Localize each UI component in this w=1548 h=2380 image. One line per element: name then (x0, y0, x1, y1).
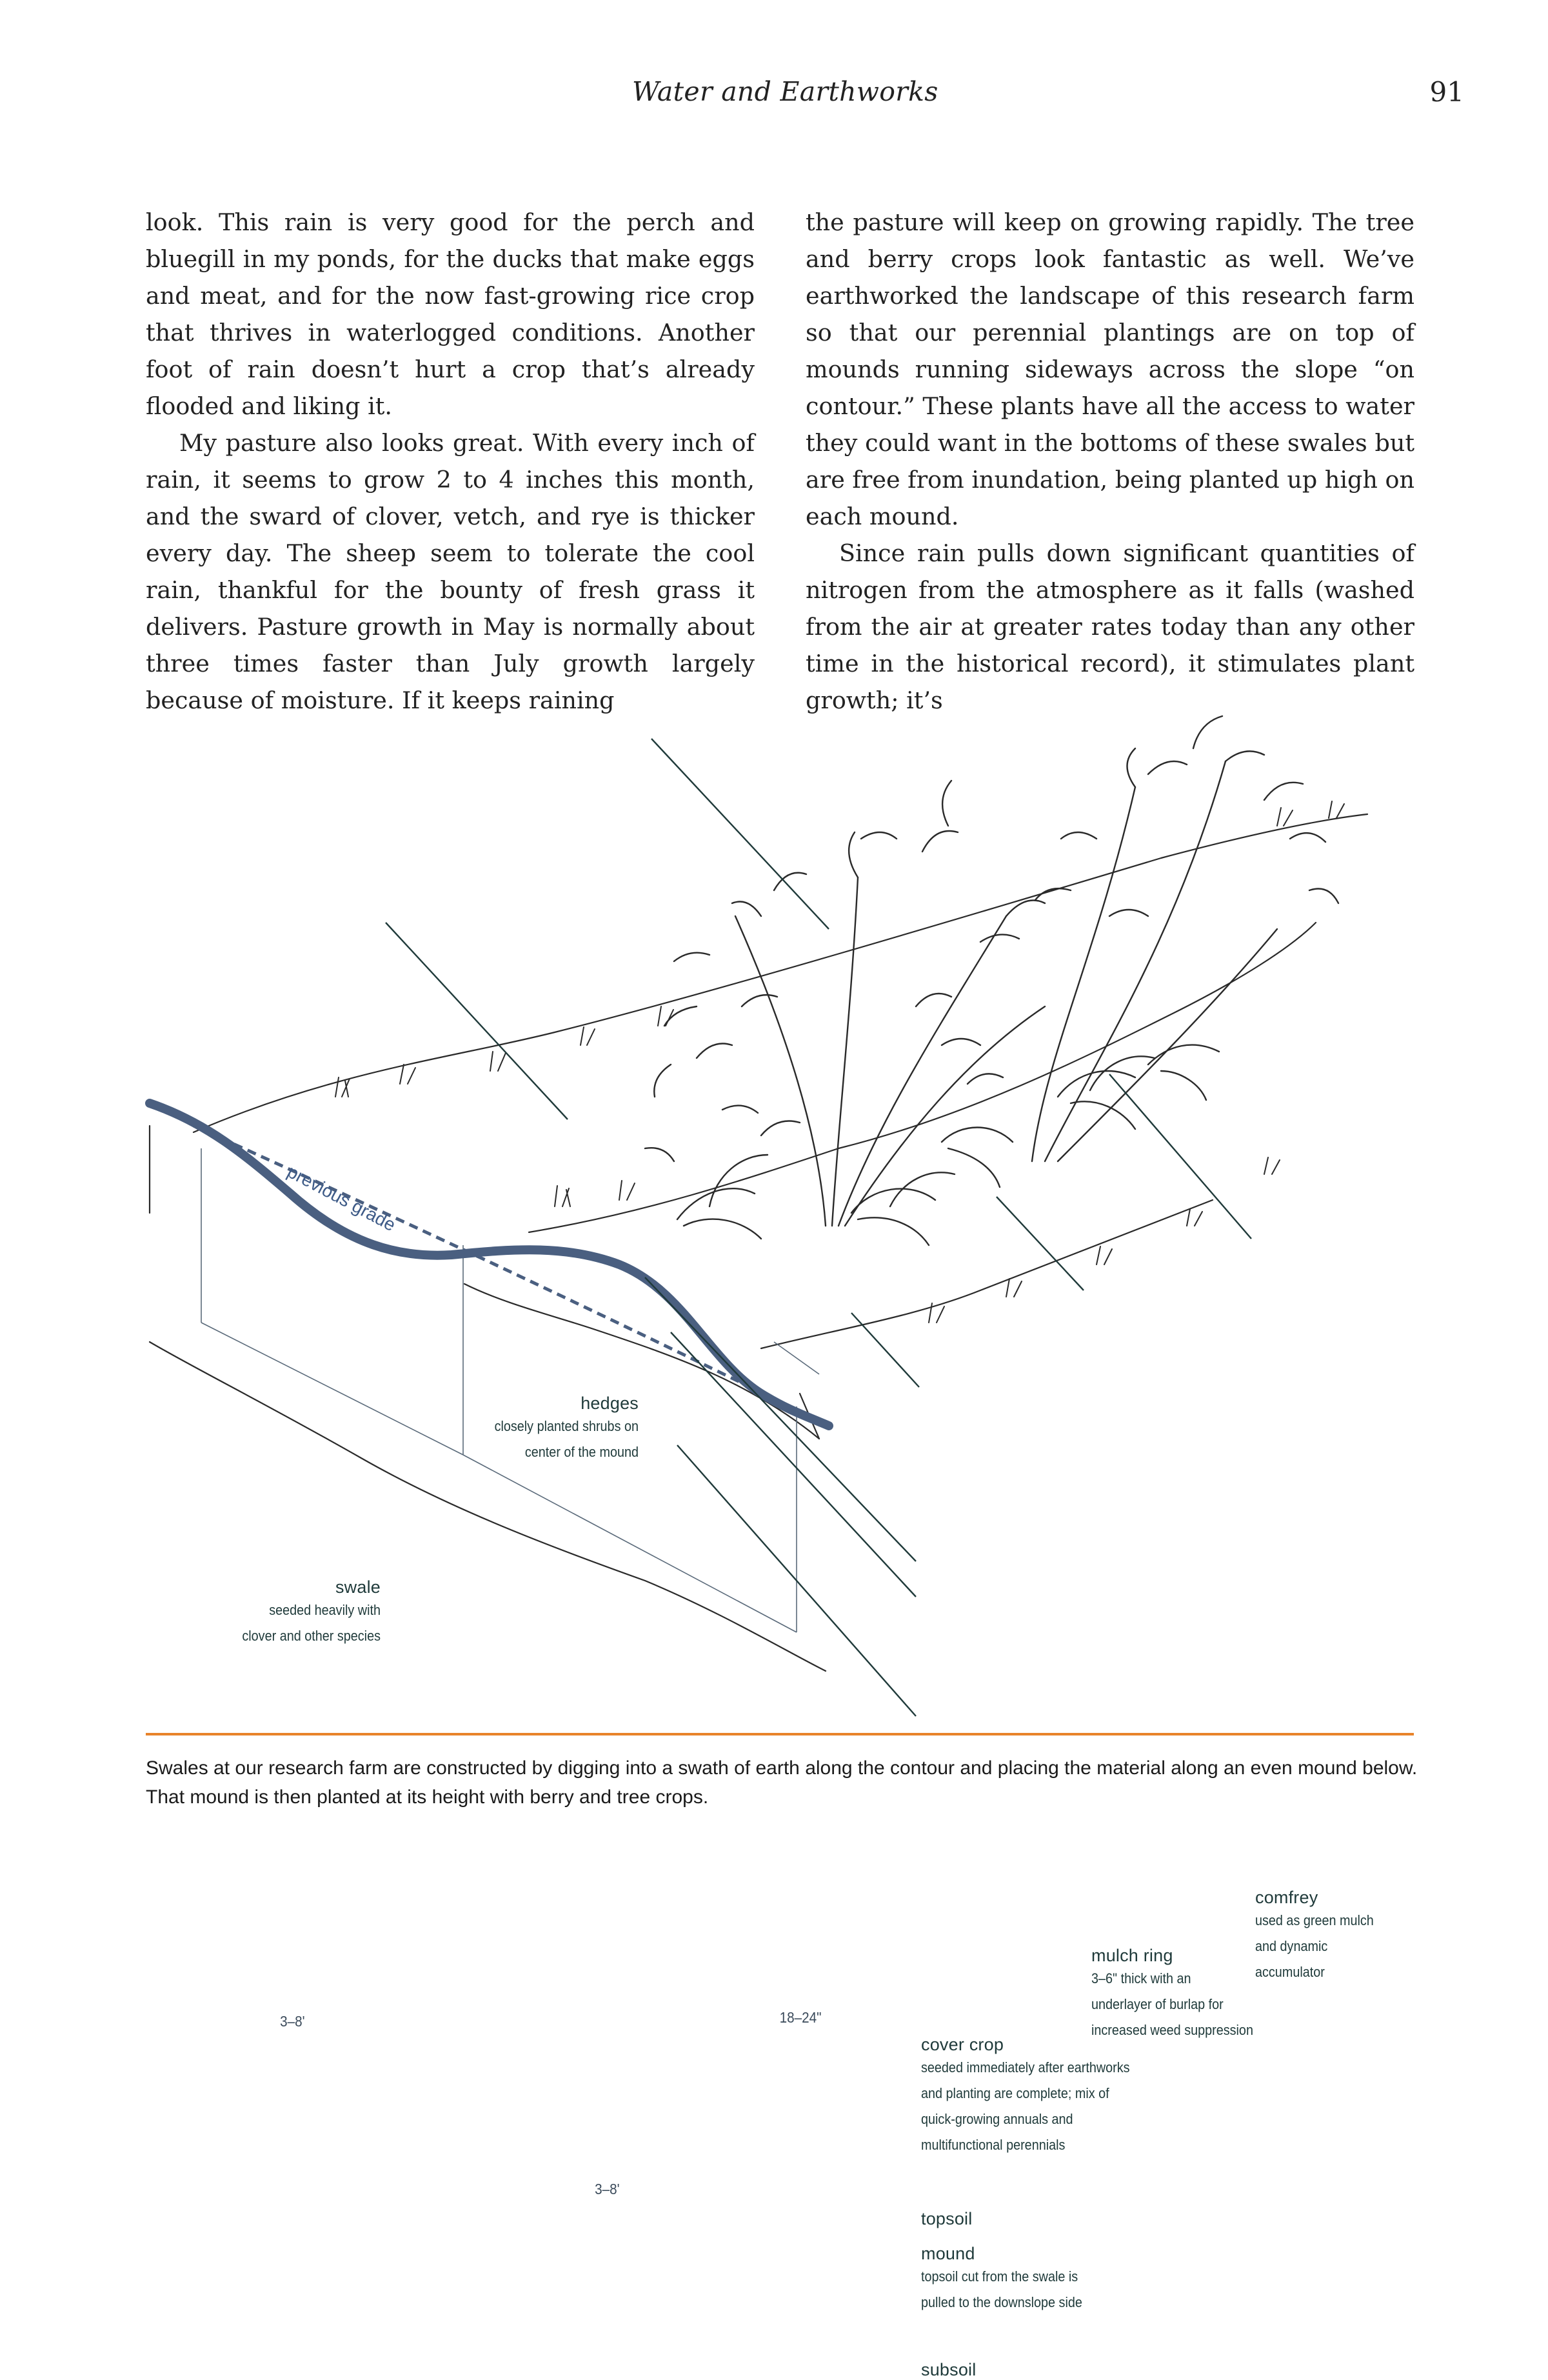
body-column-right (806, 204, 1414, 719)
label-desc: 3–6" thick with an (1091, 1970, 1191, 1986)
paragraph: look. This rain is very good for the perch and bluegill in my ponds, for the ducks that make eggs and meat, and for the now fast-growing rice crop that thrives in waterlogged conditions. Another foot of rain doesn’t hurt a crop that’s already flooded and liking it. (146, 208, 755, 420)
paragraph: the pasture will keep on growing rapidly. The tree and berry crops look fantastic as well. We’ve earthworked the landscape of this research farm so that our perennial plantings are on top of mounds running sideways across the slope “on contour.” These plants have all the access to water they could want in the bottoms of these swales but are free from inundation, being planted up high on each mound. (806, 208, 1414, 530)
front-edge-line (761, 1200, 1213, 1348)
label-desc: center of the mound (524, 1444, 639, 1460)
label-hedges (464, 1394, 639, 1465)
page-number: 91 (1429, 76, 1464, 108)
paragraph: Since rain pulls down significant quantities of nitrogen from the atmosphere as it falls (washed from the air at greater rates today than any other time in the historical record), it stimulates plant growth; it’s (806, 539, 1414, 714)
leader-lines (386, 739, 1251, 1716)
body-column-left (146, 204, 755, 719)
label-desc: accumulator (1255, 1964, 1325, 1980)
dimension-depth: 18–24" (779, 2009, 822, 2026)
label-desc: and planting are complete; mix of (921, 2085, 1109, 2101)
label-subsoil (921, 2360, 976, 2380)
label-mulch-ring (1091, 1946, 1275, 2043)
label-title: cover crop (921, 2035, 1004, 2054)
label-swale (206, 1577, 381, 1649)
label-title: subsoil (921, 2360, 977, 2379)
label-topsoil (921, 2209, 972, 2229)
label-desc: multifunctional perennials (921, 2137, 1066, 2153)
label-desc: topsoil cut from the swale is (921, 2268, 1078, 2285)
label-desc: clover and other species (242, 1628, 381, 1644)
running-head: Water and Earthworks (632, 76, 938, 107)
label-desc: increased weed suppression (1091, 2022, 1253, 2038)
paragraph: My pasture also looks great. With every inch of rain, it seems to grow 2 to 4 inches this month, and the sward of clover, vetch, and rye is thicker every day. The sheep seem to tolerate the cool rain, thankful for the bounty of fresh grass it delivers. Pasture growth in May is normally about three times faster than July growth largely because of moisture. If it keeps raining (146, 429, 755, 714)
label-title: mulch ring (1091, 1946, 1173, 1965)
dimension-width-bottom: 3–8' (595, 2181, 620, 2197)
label-desc: quick-growing annuals and (921, 2111, 1073, 2127)
caption-rule (146, 1733, 1414, 1735)
label-title: hedges (580, 1394, 639, 1413)
label-desc: seeded immediately after earthworks (921, 2059, 1130, 2075)
grass-tufts (335, 801, 1344, 1323)
label-desc: used as green mulch (1255, 1912, 1374, 1928)
label-mound (921, 2244, 1104, 2315)
previous-grade-line (194, 1126, 816, 1419)
bed-edge-line (529, 923, 1316, 1232)
label-comfrey (1255, 1888, 1390, 1985)
swale-drawing (0, 665, 1548, 1735)
label-cover-crop (921, 2035, 1158, 2158)
label-title: comfrey (1255, 1888, 1318, 1907)
label-desc: underlayer of burlap for (1091, 1996, 1224, 2012)
label-desc: seeded heavily with (269, 1602, 381, 1618)
label-desc: pulled to the downslope side (921, 2294, 1082, 2310)
label-desc: and dynamic (1255, 1938, 1328, 1954)
previous-grade-label: previous grade (284, 1161, 399, 1235)
dimension-width-left: 3–8' (280, 2013, 305, 2030)
label-title: mound (921, 2244, 975, 2263)
label-title: swale (335, 1577, 381, 1597)
label-desc: closely planted shrubs on (494, 1418, 639, 1434)
figure-caption: Swales at our research farm are constructed by digging into a swath of earth along the contour and placing the material along an even mound below. That mound is then planted at its height with berry and tree crops. (146, 1757, 1418, 1808)
label-title: topsoil (921, 2209, 973, 2228)
